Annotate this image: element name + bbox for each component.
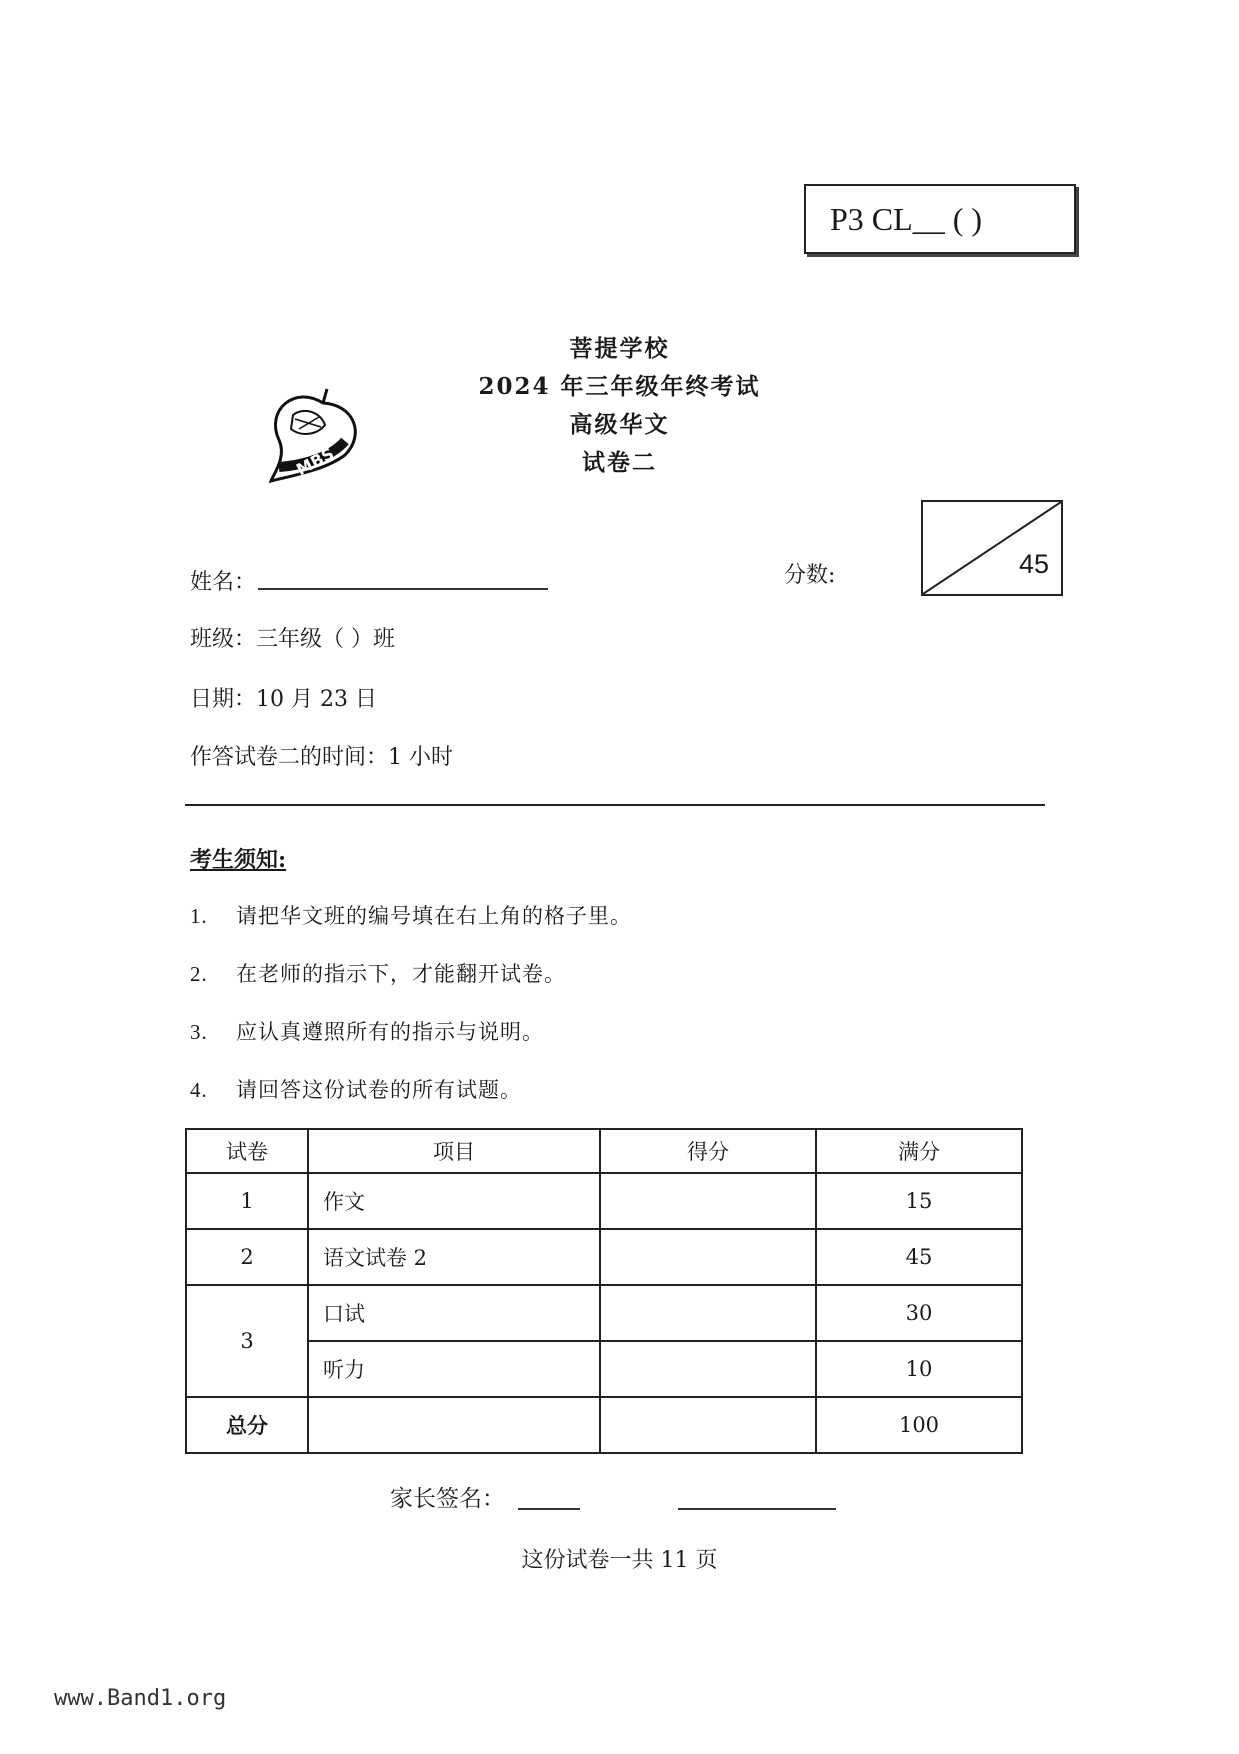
score-label: 分数: [784, 563, 836, 588]
table-total-row [186, 1397, 1022, 1453]
exam-title: 2024 年三年级年终考试 [478, 373, 761, 400]
cell-item: 口试 [308, 1285, 600, 1341]
cell-full: 30 [816, 1285, 1022, 1341]
cell-item: 语文试卷 2 [308, 1229, 600, 1285]
subject-title: 高级华文 [569, 411, 670, 438]
cell-paper: 1 [186, 1173, 308, 1229]
score-total: 45 [1018, 549, 1049, 579]
notice-item: 4. 请回答这份试卷的所有试题。 [190, 1078, 522, 1102]
cell-full: 10 [816, 1341, 1022, 1397]
cell-score[interactable] [600, 1173, 816, 1229]
cell-score[interactable] [600, 1341, 816, 1397]
paper-title: 试卷二 [582, 449, 657, 476]
cell-total-full: 100 [816, 1397, 1022, 1453]
table-row [186, 1341, 1022, 1397]
table-row [186, 1229, 1022, 1285]
notice-title: 考生须知: [190, 847, 287, 873]
header-item: 项目 [308, 1129, 600, 1173]
notice-item: 1. 请把华文班的编号填在右上角的格子里。 [190, 904, 632, 928]
divider [185, 804, 1045, 806]
page-count: 这份试卷一共 11 页 [521, 1548, 718, 1573]
school-logo [265, 385, 365, 485]
signature-label: 家长签名： [390, 1486, 505, 1512]
score-diagonal [923, 502, 1061, 594]
table-row [186, 1173, 1022, 1229]
cell-full: 45 [816, 1229, 1022, 1285]
cell-item: 作文 [308, 1173, 600, 1229]
class-code-text: P3 CL__ ( ) [830, 200, 982, 237]
leaf-logo-icon [265, 385, 365, 485]
date-label: 日期：10 月 23 日 [190, 687, 377, 712]
logo-text: MBS [293, 443, 338, 480]
score-table [185, 1128, 1023, 1454]
cell-paper: 3 [186, 1285, 308, 1397]
score-box [921, 500, 1063, 596]
header-paper: 试卷 [186, 1129, 308, 1173]
cell-paper: 2 [186, 1229, 308, 1285]
watermark: www.Band1.org [54, 1686, 227, 1711]
cell-full: 15 [816, 1173, 1022, 1229]
header-full: 满分 [816, 1129, 1022, 1173]
cell-score[interactable] [600, 1285, 816, 1341]
notice-item: 2. 在老师的指示下，才能翻开试卷。 [190, 962, 566, 986]
cell-item: 听力 [308, 1341, 600, 1397]
cell-total-label: 总分 [186, 1397, 308, 1453]
name-blank[interactable] [258, 588, 548, 590]
table-row [186, 1285, 1022, 1341]
class-label: 班级：三年级（ ）班 [190, 627, 395, 652]
header-score: 得分 [600, 1129, 816, 1173]
table-header-row [186, 1129, 1022, 1173]
cell-score[interactable] [600, 1229, 816, 1285]
notice-item: 3. 应认真遵照所有的指示与说明。 [190, 1020, 544, 1044]
school-name: 菩提学校 [569, 335, 670, 362]
cell-total-item [308, 1397, 600, 1453]
time-label: 作答试卷二的时间：1 小时 [190, 745, 453, 770]
cell-total-score[interactable] [600, 1397, 816, 1453]
signature-blank-2[interactable] [678, 1508, 836, 1510]
class-code-box [804, 184, 1076, 254]
name-label: 姓名： [190, 570, 257, 595]
signature-blank-1[interactable] [518, 1508, 580, 1510]
